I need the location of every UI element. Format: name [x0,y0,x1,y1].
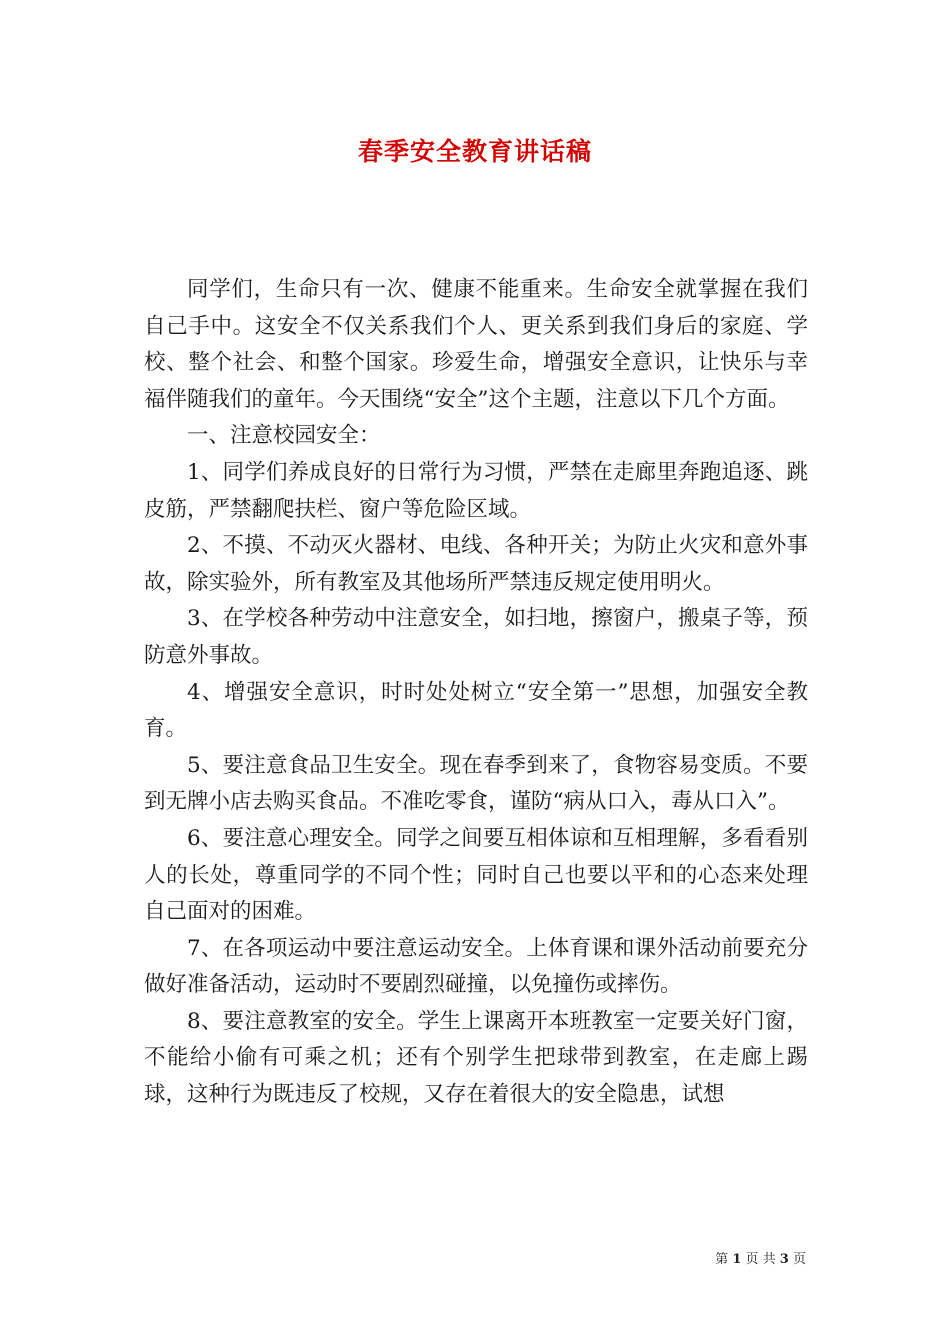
paragraph-item-2: 2、不摸、不动灭火器材、电线、各种开关；为防止火灾和意外事故，除实验外，所有教室及其他场所严禁违反规定使用明火。 [144,533,808,595]
paragraph-item-6: 6、要注意心理安全。同学之间要互相体谅和互相理解，多看看别人的长处，尊重同学的不同个性；同时自己也要以平和的心态来处理自己面对的困难。 [144,825,808,925]
paragraph-item-5: 5、要注意食品卫生安全。现在春季到来了，食物容易变质。不要到无牌小店去购买食品。不准吃零食，谨防“病从口入，毒从口入”。 [144,752,808,815]
document-title: 春季安全教育讲话稿 [357,137,592,166]
page-footer [715,1248,806,1267]
paragraph-item-8: 8、要注意教室的安全。学生上课离开本班教室一定要关好门窗，不能给小偷有可乘之机；还有个别学生把球带到教室，在走廊上踢球，这种行为既违反了校规，又存在着很大的安全隐患，试想 [144,1008,808,1108]
paragraph-intro: 同学们，生命只有一次、健康不能重来。生命安全就掌握在我们自己手中。这安全不仅关系我们个人、更关系到我们身后的家庭、学校、整个社会、和整个国家。珍爱生命，增强安全意识，让快乐与幸福伴随我们的童年。今天围绕“安全”这个主题，注意以下几个方面。 [144,277,808,412]
document-body [144,272,808,1114]
footer-middle: 页 共 [745,1252,776,1267]
paragraph-item-7: 7、在各项运动中要注意运动安全。上体育课和课外活动前要充分做好准备活动，运动时不要剧烈碰撞，以免撞伤或摔伤。 [144,935,808,998]
footer-prefix: 第 [715,1252,729,1267]
paragraph-item-4: 4、增强安全意识，时时处处树立“安全第一”思想，加强安全教育。 [144,679,808,742]
section-heading-campus-safety: 一、注意校园安全： [187,423,381,449]
paragraph-item-1: 1、同学们养成良好的日常行为习惯，严禁在走廊里奔跑追逐、跳皮筋，严禁翻爬扶栏、窗户等危险区域。 [144,459,808,522]
footer-current-page: 1 [732,1252,742,1267]
paragraph-item-3: 3、在学校各种劳动中注意安全，如扫地，擦窗户，搬桌子等，预防意外事故。 [144,606,808,668]
footer-suffix: 页 [792,1252,806,1267]
footer-total-pages: 3 [779,1252,789,1267]
